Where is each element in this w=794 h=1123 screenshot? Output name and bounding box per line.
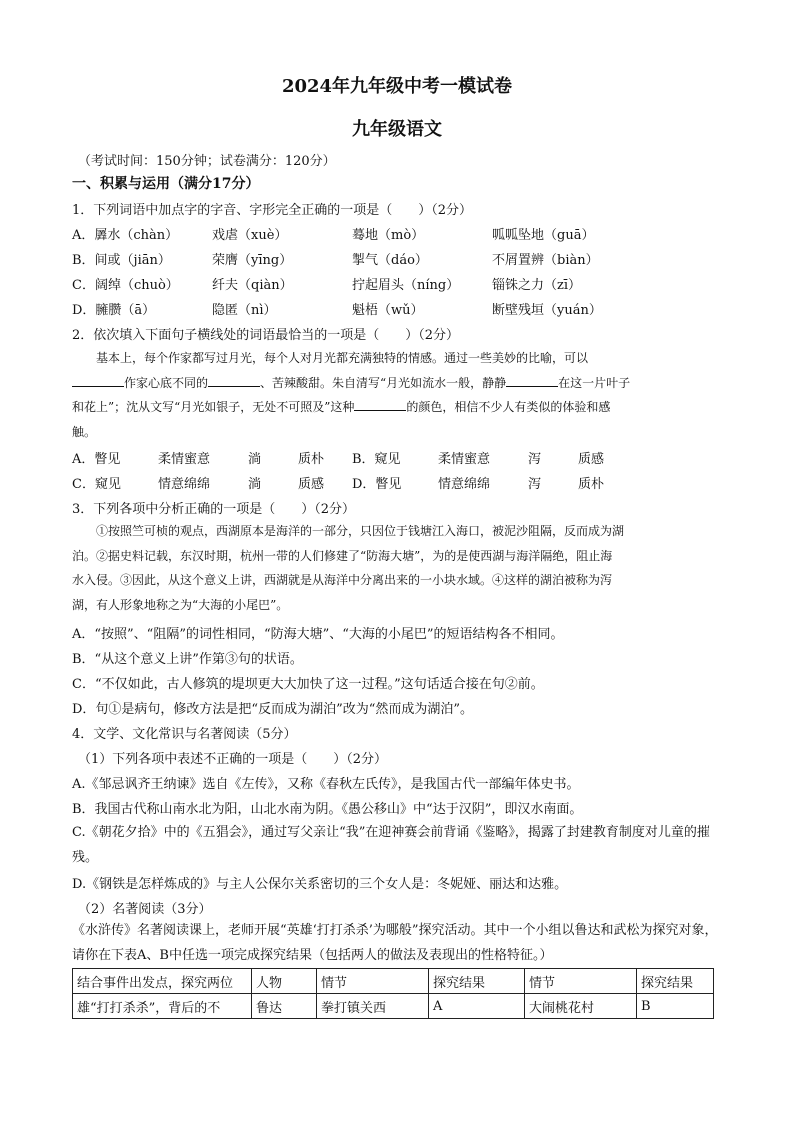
q2-opt: 质感 <box>298 477 325 492</box>
table-cell: 鲁达 <box>252 994 317 1019</box>
q1-a-3: 蓦地（mò） <box>352 228 425 243</box>
q2-stem: 2．依次填入下面句子横线处的词语最恰当的一项是（ ）（2分） <box>72 328 460 343</box>
table-row <box>73 994 714 1019</box>
table-cell: 拳打镇关西 <box>317 994 429 1019</box>
q1-a-1: A．羼水（chàn） <box>72 228 179 243</box>
q2-opt: 柔情蜜意 <box>438 452 491 467</box>
table-cell: B <box>637 994 714 1019</box>
q1-a-2: 戏虐（xuè） <box>212 228 288 243</box>
q3-option-a: A．“按照”、“阻隔”的词性相同，“防海大塘”、“大海的小尾巴”的短语结构各不相同。 <box>72 627 564 642</box>
q3-passage-line: 湖，有人形象地称之为“大海的小尾巴”。 <box>72 597 289 612</box>
table-cell: 大闹桃花村 <box>525 994 637 1019</box>
q4-stem: 4．文学、文化常识与名著阅读（5分） <box>72 727 297 742</box>
q4-option-d: D.《钢铁是怎样炼成的》与主人公保尔关系密切的三个女人是：冬妮娅、丽达和达雅。 <box>72 877 568 892</box>
fill-blank <box>208 374 260 387</box>
q1-b-4: 不屑置辨（biàn） <box>492 253 599 268</box>
q1-d-3: 魁梧（wǔ） <box>352 303 424 318</box>
section-heading: 一、积累与运用（满分17分） <box>72 176 260 192</box>
q1-d-1: D．臃臜（ā） <box>72 303 156 318</box>
q2-opt: 质朴 <box>578 477 605 492</box>
q3-passage-line: 泊。②据史料记载，东汉时期，杭州一带的人们修建了“防海大塘”，为的是使西湖与海洋隔绝，阻止海 <box>72 548 613 563</box>
q1-a-4: 呱呱坠地（guā） <box>492 228 595 243</box>
q4-option-b: B．我国古代称山南水北为阳，山北水南为阴。《愚公移山》中“达于汉阴”，即汉水南面。 <box>72 802 583 817</box>
q2-opt: 质朴 <box>298 452 325 467</box>
q3-option-d: D．句①是病句，修改方法是把“反而成为湖泊”改为“然而成为湖泊”。 <box>72 702 474 717</box>
table-cell: 探究结果 <box>429 969 525 994</box>
exam-info: （考试时间：150分钟；试卷满分：120分） <box>78 154 336 169</box>
q2-passage <box>72 346 722 444</box>
q2-passage-text: 的颜色，相信不少人有类似的体验和感 <box>406 400 611 414</box>
exam-title: 2024年九年级中考一模试卷 <box>281 76 513 97</box>
table-cell: 结合事件出发点，探究两位 <box>73 969 252 994</box>
q3-passage-line: ①按照竺可桢的观点，西湖原本是海洋的一部分，只因位于钱塘江入海口，被泥沙阻隔，反而成为湖 <box>96 524 625 538</box>
q1-b-1: B．间或（jiān） <box>72 253 171 268</box>
table-cell: 探究结果 <box>637 969 714 994</box>
q4-option-a: A.《邹忌讽齐王纳谏》选自《左传》，又称《春秋左氏传》，是我国古代一部编年体史书。 <box>72 777 580 792</box>
q2-opt: B．窥见 <box>352 452 401 467</box>
q2-opt: 淌 <box>248 477 262 492</box>
q4-sub1: （1）下列各项中表述不正确的一项是（ ）（2分） <box>78 752 388 767</box>
q2-opt: 情意绵绵 <box>438 477 491 492</box>
q2-opt: 柔情蜜意 <box>158 452 211 467</box>
q3-option-b: B．“从这个意义上讲”作第③句的状语。 <box>72 652 303 667</box>
fill-blank <box>506 374 558 387</box>
q1-c-1: C．阔绰（chuò） <box>72 278 179 293</box>
table-cell: 人物 <box>252 969 317 994</box>
fill-blank <box>72 374 124 387</box>
q2-passage-text: 、苦辣酸甜。朱自清写“月光如流水一般，静静 <box>260 375 507 390</box>
q2-passage-text: 在这一片叶子 <box>558 375 631 390</box>
subject-title: 九年级语文 <box>352 119 442 140</box>
q3-passage-line: 水入侵。③因此，从这个意义上讲，西湖就是从海洋中分离出来的一小块水域。④这样的湖泊被称为泻 <box>72 573 613 587</box>
q2-opt: 泻 <box>528 452 542 467</box>
q2-passage-text: 触。 <box>72 424 97 439</box>
q2-passage-text: 作家心底不同的 <box>124 375 209 390</box>
q1-b-2: 荣膺（yīng） <box>212 253 293 268</box>
q4-option-c: C.《朝花夕拾》中的《五猖会》，通过写父亲让“我”在迎神赛会前背诵《鉴略》，揭露了封建教育制度对儿童的摧残。 <box>72 825 710 865</box>
q1-b-3: 掣气（dáo） <box>352 253 428 268</box>
q2-opt: A．瞥见 <box>72 452 121 467</box>
q2-passage-text: 和花上”；沈从文写“月光如银子，无处不可照及”这种 <box>72 400 355 414</box>
q2-opt: 质感 <box>578 452 605 467</box>
q2-opt: C．窥见 <box>72 477 121 492</box>
q1-stem: 1．下列词语中加点字的字音、字形完全正确的一项是（ ）（2分） <box>72 203 473 218</box>
q1-c-4: 锱铢之力（zī） <box>492 278 582 293</box>
q1-c-2: 纤夫（qiàn） <box>212 278 293 293</box>
q2-opt: 泻 <box>528 477 542 492</box>
q3-passage <box>72 519 722 617</box>
q2-opt: 淌 <box>248 452 262 467</box>
q1-d-2: 隐匿（nì） <box>212 303 277 318</box>
q2-opt: 情意绵绵 <box>158 477 211 492</box>
table-cell: 雄“打打杀杀”，背后的不 <box>73 994 252 1019</box>
fill-blank <box>354 398 406 411</box>
inquiry-table <box>72 968 714 1019</box>
q3-stem: 3．下列各项中分析正确的一项是（ ）（2分） <box>72 502 356 517</box>
q4-sub2-text: 《水浒传》名著阅读课上，老师开展“英雄‘打打杀杀’为哪般”探究活动。其中一个小组以鲁达和武松为探究对象，请你在下表A、B中任选一项完成探究结果（包括两人的做法及表现出的性格特征。） <box>72 923 718 963</box>
q4-sub2: （2）名著阅读（3分） <box>78 902 212 917</box>
q1-c-3: 拧起眉头（níng） <box>352 278 460 293</box>
q3-option-c: C．“不仅如此，古人修筑的堤坝更大大加快了这一过程。”这句话适合接在句②前。 <box>72 677 544 692</box>
q2-passage-text: 基本上，每个作家都写过月光，每个人对月光都充满独特的情感。通过一些美妙的比喻，可以 <box>96 351 589 365</box>
table-row <box>73 969 714 994</box>
q2-opt: D．瞥见 <box>352 477 402 492</box>
table-cell: 情节 <box>317 969 429 994</box>
q1-d-4: 断壁残垣（yuán） <box>492 303 602 318</box>
table-cell: A <box>429 994 525 1019</box>
table-cell: 情节 <box>525 969 637 994</box>
